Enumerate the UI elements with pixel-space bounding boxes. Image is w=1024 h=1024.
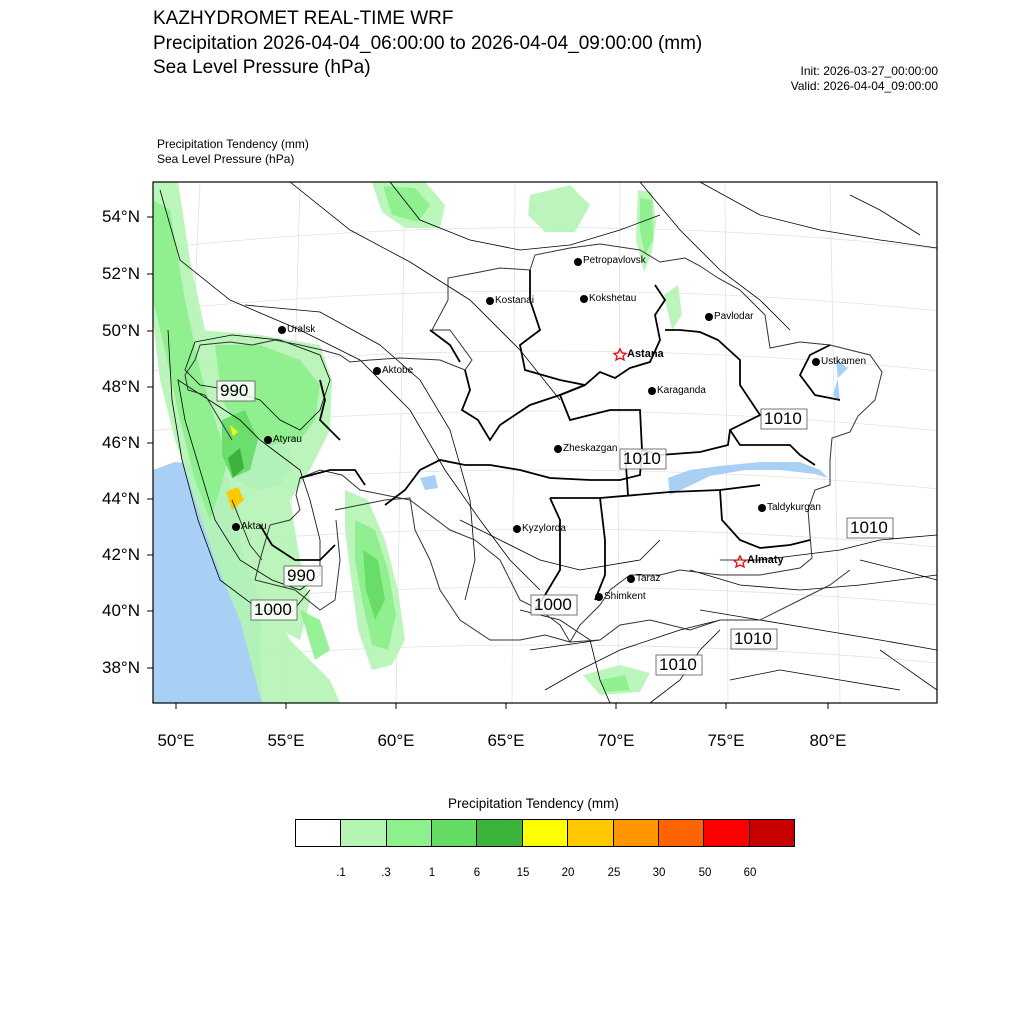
colorbar-tick: 30 bbox=[652, 867, 666, 879]
contour-label: 1010 bbox=[734, 629, 772, 648]
lat-label: 52°N bbox=[102, 264, 140, 283]
city-dot-zheskazgan bbox=[554, 445, 562, 453]
city-label-kyzylorda: Kyzylorda bbox=[522, 523, 566, 534]
colorbar-tick: 1 bbox=[428, 867, 436, 879]
city-label-kokshetau: Kokshetau bbox=[589, 293, 637, 304]
colorbar-swatch bbox=[750, 820, 794, 846]
city-label-aktobe: Aktobe bbox=[382, 365, 414, 376]
field-label-slp: Sea Level Pressure (hPa) bbox=[157, 152, 295, 166]
lat-label: 40°N bbox=[102, 601, 140, 620]
lon-label: 70°E bbox=[597, 731, 635, 750]
contour-label: 990 bbox=[220, 381, 249, 400]
city-label-zheskazgan: Zheskazgan bbox=[563, 443, 618, 454]
city-dot-karaganda bbox=[648, 387, 656, 395]
colorbar-tick: 6 bbox=[473, 867, 481, 879]
colorbar-swatch bbox=[704, 820, 749, 846]
colorbar-tick: 50 bbox=[698, 867, 712, 879]
contour-label: 1000 bbox=[534, 595, 572, 614]
city-dot-petropavlovsk bbox=[574, 258, 582, 266]
field-label-precip: Precipitation Tendency (mm) bbox=[157, 137, 309, 151]
contour-label: 1000 bbox=[254, 600, 292, 619]
lon-label: 75°E bbox=[707, 731, 745, 750]
city-label-shimkent: Shimkent bbox=[604, 591, 646, 602]
city-dot-ustkamen bbox=[812, 358, 820, 366]
city-label-atyrau: Atyrau bbox=[273, 434, 302, 445]
city-dot-kokshetau bbox=[580, 295, 588, 303]
lon-label: 60°E bbox=[377, 731, 415, 750]
chart-title: KAZHYDROMET REAL-TIME WRF bbox=[153, 8, 454, 29]
contour-label: 1010 bbox=[623, 449, 661, 468]
lat-label: 42°N bbox=[102, 545, 140, 564]
city-label-uralsk: Uralsk bbox=[287, 324, 316, 335]
city-dot-aktau bbox=[232, 523, 240, 531]
lat-label: 48°N bbox=[102, 377, 140, 396]
lon-label: 50°E bbox=[157, 731, 195, 750]
legend-title: Precipitation Tendency (mm) bbox=[448, 796, 619, 811]
city-dot-pavlodar bbox=[705, 313, 713, 321]
city-dot-aktobe bbox=[373, 367, 381, 375]
city-label-aktau: Aktau bbox=[241, 521, 267, 532]
city-dot-taraz bbox=[627, 575, 635, 583]
colorbar-tick: 20 bbox=[561, 867, 575, 879]
aral-sea bbox=[420, 475, 438, 490]
colorbar-tick: 25 bbox=[607, 867, 621, 879]
slp-subtitle: Sea Level Pressure (hPa) bbox=[153, 57, 371, 78]
capital-star-astana bbox=[614, 349, 626, 360]
colorbar-swatch bbox=[477, 820, 522, 846]
city-label-pavlodar: Pavlodar bbox=[714, 311, 754, 322]
city-label-astana: Astana bbox=[627, 348, 664, 360]
lat-label: 38°N bbox=[102, 658, 140, 677]
city-dot-kyzylorda bbox=[513, 525, 521, 533]
init-time: Init: 2026-03-27_00:00:00 bbox=[800, 64, 938, 78]
city-dot-kostanai bbox=[486, 297, 494, 305]
city-label-ustkamen: Ustkamen bbox=[821, 356, 867, 367]
colorbar bbox=[295, 819, 795, 847]
colorbar-swatch bbox=[659, 820, 704, 846]
precip-subtitle: Precipitation 2026-04-04_06:00:00 to 2026-04-04_09:00:00 (mm) bbox=[153, 33, 703, 54]
city-dot-taldykurgan bbox=[758, 504, 766, 512]
city-label-taldykurgan: Taldykurgan bbox=[767, 502, 821, 513]
contour-label: 1010 bbox=[764, 409, 802, 428]
city-label-karaganda: Karaganda bbox=[657, 385, 706, 396]
city-label-almaty: Almaty bbox=[747, 554, 784, 566]
colorbar-tick: 60 bbox=[743, 867, 757, 879]
colorbar-swatch bbox=[387, 820, 432, 846]
lat-label: 54°N bbox=[102, 207, 140, 226]
contour-label: 1010 bbox=[659, 655, 697, 674]
lat-label: 44°N bbox=[102, 489, 140, 508]
city-label-petropavlovsk: Petropavlovsk bbox=[583, 255, 646, 266]
capital-star-almaty bbox=[734, 556, 746, 567]
colorbar-tick: 15 bbox=[516, 867, 530, 879]
colorbar-swatch bbox=[568, 820, 613, 846]
colorbar-swatch bbox=[432, 820, 477, 846]
colorbar-tick: .1 bbox=[336, 867, 346, 879]
lon-label: 65°E bbox=[487, 731, 525, 750]
city-dot-shimkent bbox=[595, 593, 603, 601]
city-label-taraz: Taraz bbox=[636, 573, 661, 584]
city-label-kostanai: Kostanai bbox=[495, 295, 534, 306]
lat-label: 46°N bbox=[102, 433, 140, 452]
lon-label: 80°E bbox=[809, 731, 847, 750]
colorbar-swatch bbox=[341, 820, 386, 846]
colorbar-tick: .3 bbox=[381, 867, 391, 879]
valid-time: Valid: 2026-04-04_09:00:00 bbox=[790, 79, 938, 93]
colorbar-swatch bbox=[296, 820, 341, 846]
contour-label: 990 bbox=[287, 566, 316, 585]
lon-label: 55°E bbox=[267, 731, 305, 750]
colorbar-swatch bbox=[614, 820, 659, 846]
colorbar-swatch bbox=[523, 820, 568, 846]
city-dot-uralsk bbox=[278, 326, 286, 334]
lat-label: 50°N bbox=[102, 321, 140, 340]
city-dot-atyrau bbox=[264, 436, 272, 444]
contour-label: 1010 bbox=[850, 518, 888, 537]
